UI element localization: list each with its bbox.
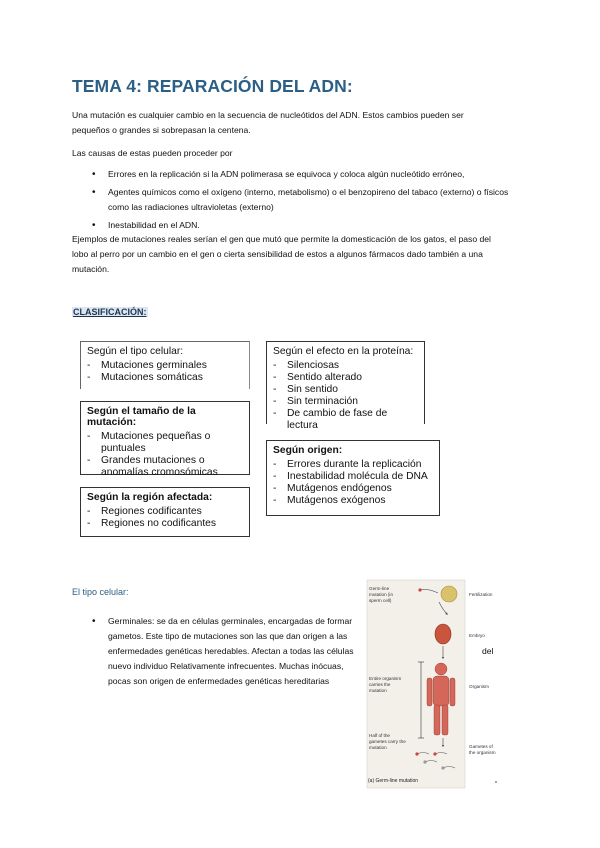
examples-line-2: lobo al perro por un cambio en el gen o cierta sensibilidad de estos a algunos fármacos dado también a una [72,249,483,259]
page-title: TEMA 4: REPARACIÓN DEL ADN: [72,76,353,96]
figure-label: Organism [469,684,489,689]
causes-list [92,167,522,236]
bullet-line: enfermedades genéticas heredables. Afectan a todas las células [108,646,354,656]
figure-label: Entire organism carries the mutation [369,676,402,693]
list-item: - Sin terminación [273,396,420,408]
germinal-bullet [92,614,382,689]
list-item: • Inestabilidad en el ADN. [92,218,522,233]
bullet-line: gametos. Este tipo de mutaciones son las que dan origen a las [108,631,348,641]
egg-icon [441,586,457,602]
figure-label: Embryo [469,633,485,638]
bullet-dot-icon: • [92,616,96,627]
list-item: - Regiones no codificantes [87,518,245,530]
intro-paragraph [72,108,532,138]
bullet-line: pocas son origen de enfermedades genéticas hereditarias [108,676,330,686]
box-title: Según el tipo celular: [87,346,184,357]
list-item: • Agentes químicos como el oxígeno (interno, metabolismo) o el benzopireno del tabaco (externo) o físicos como las radiaciones ultravioletas (externo) [92,185,522,215]
bullet-line: Germinales: se da en células germinales, encargadas de formar [108,616,353,626]
germline-mutation-figure [365,578,500,793]
box-mutation-size [80,401,250,478]
list-item: - Mutaciones germinales [87,360,245,372]
trailing-word: del [482,646,494,656]
embryo-icon [435,624,451,644]
box-affected-region [80,487,250,537]
intro-line-1: Una mutación es cualquier cambio en la secuencia de nucleótidos del ADN. Estos cambios pueden ser [72,110,464,120]
figure-label: Half of the gametes carry the mutation [369,733,406,750]
box-origin [266,440,440,516]
causes-intro: Las causas de estas pueden proceder por [72,148,233,158]
list-item: - Mutágenos endógenos [273,483,435,495]
list-item: - Sin sentido [273,384,420,396]
list-item: - Mutágenos exógenos [273,495,435,507]
list-item: - Grandes mutaciones o anomalías cromosómicas [87,455,219,479]
mutation-dot-icon [418,588,421,591]
figure-label: Germ-line mutation (in sperm cell) [369,586,394,603]
examples-paragraph [72,232,532,277]
list-item: - Sentido alterado [273,372,420,384]
figure-label: Fertilization [469,592,493,597]
box-title: Según el tamaño de la mutación: [87,406,196,428]
list-item: - Regiones codificantes [87,506,245,518]
list-item: - Mutaciones pequeñas o puntuales [87,431,219,455]
list-item: • Errores en la replicación si la ADN polimerasa se equivoca y coloca algún nucleótido erróneo, [92,167,522,182]
list-item: - Inestabilidad molécula de DNA [273,471,435,483]
box-title: Según origen: [273,445,343,456]
box-protein-effect [266,341,425,431]
examples-line-1: Ejemplos de mutaciones reales serían el gen que mutó que permite la domesticación de los gatos, el paso del [72,234,491,244]
box-title: Según el efecto en la proteína: [273,346,414,357]
list-item: - Mutaciones somáticas [87,372,245,384]
figure-label: Gametes of the organism [469,744,496,755]
bullet-line: nuevo individuo Relativamente infrecuentes. Muchas inócuas, [108,661,344,671]
classification-heading: CLASIFICACIÓN: [73,307,147,317]
list-item: - De cambio de fase de lectura [273,408,420,432]
section-heading-cell-type: El tipo celular: [72,587,129,597]
box-cell-type [80,341,250,389]
list-item: - Errores durante la replicación [273,459,435,471]
figure-caption: (a) Germ-line mutation [368,778,419,784]
examples-line-3: mutación. [72,264,110,274]
intro-line-2: pequeños o grandes si sobrepasan la centena. [72,125,251,135]
list-item: - Silenciosas [273,360,420,372]
box-title: Según la región afectada: [87,492,213,503]
